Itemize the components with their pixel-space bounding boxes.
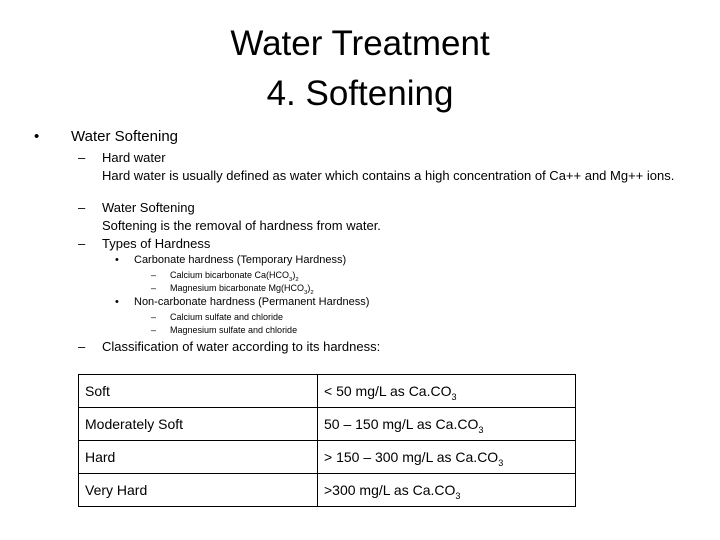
- hard-water-definition: Hard water is usually defined as water which contains a high concentration of Ca++ and Mg++ ions.: [102, 168, 675, 183]
- table-cell-value: < 50 mg/L as $Ca.CO_3$: [318, 375, 576, 408]
- main-bullet-water-softening: Water Softening: [71, 128, 178, 145]
- table-cell-label: Very Hard: [79, 474, 318, 507]
- types-of-hardness-heading: Types of Hardness: [102, 236, 211, 251]
- table-row: [79, 474, 576, 507]
- softening-heading: Water Softening: [102, 200, 195, 215]
- dash-marker: –: [78, 200, 86, 215]
- dash-marker: –: [78, 236, 86, 251]
- bullet-marker: •: [34, 128, 40, 145]
- magnesium-sulfate-item: Magnesium sulfate and chloride: [170, 325, 298, 335]
- hardness-classification-table: [78, 374, 576, 507]
- slide-title-line1: Water Treatment: [230, 24, 490, 63]
- table-row: [79, 408, 576, 441]
- softening-definition: Softening is the removal of hardness from water.: [102, 218, 381, 233]
- table-row: [79, 375, 576, 408]
- sub-bullet-marker: •: [115, 296, 119, 308]
- table-cell-value: > 150 – 300 mg/L as $Ca.CO_3$: [318, 441, 576, 474]
- classification-heading: Classification of water according to its hardness:: [102, 339, 381, 354]
- dash-marker: –: [151, 312, 157, 322]
- magnesium-bicarbonate-item: Magnesium bicarbonate $Mg(HCO_3)_2$: [170, 283, 314, 296]
- slide-title-line2: 4. Softening: [266, 74, 454, 113]
- dash-marker: –: [151, 270, 157, 280]
- dash-marker: –: [78, 150, 86, 165]
- noncarbonate-hardness: Non-carbonate hardness (Permanent Hardness): [134, 296, 370, 308]
- table-cell-label: Hard: [79, 441, 318, 474]
- table-cell-label: Moderately Soft: [79, 408, 318, 441]
- dash-marker: –: [78, 339, 86, 354]
- table-row: [79, 441, 576, 474]
- dash-marker: –: [151, 283, 157, 293]
- calcium-bicarbonate-item: Calcium bicarbonate $Ca(HCO_3)_2$: [170, 270, 299, 283]
- table-cell-label: Soft: [79, 375, 318, 408]
- table-cell-value: 50 – 150 mg/L as $Ca.CO_3$: [318, 408, 576, 441]
- hard-water-heading: Hard water: [102, 150, 166, 165]
- carbonate-hardness: Carbonate hardness (Temporary Hardness): [134, 254, 347, 266]
- sub-bullet-marker: •: [115, 254, 119, 266]
- table-cell-value: >300 mg/L as $Ca.CO_3$: [318, 474, 576, 507]
- dash-marker: –: [151, 325, 157, 335]
- calcium-sulfate-item: Calcium sulfate and chloride: [170, 312, 284, 322]
